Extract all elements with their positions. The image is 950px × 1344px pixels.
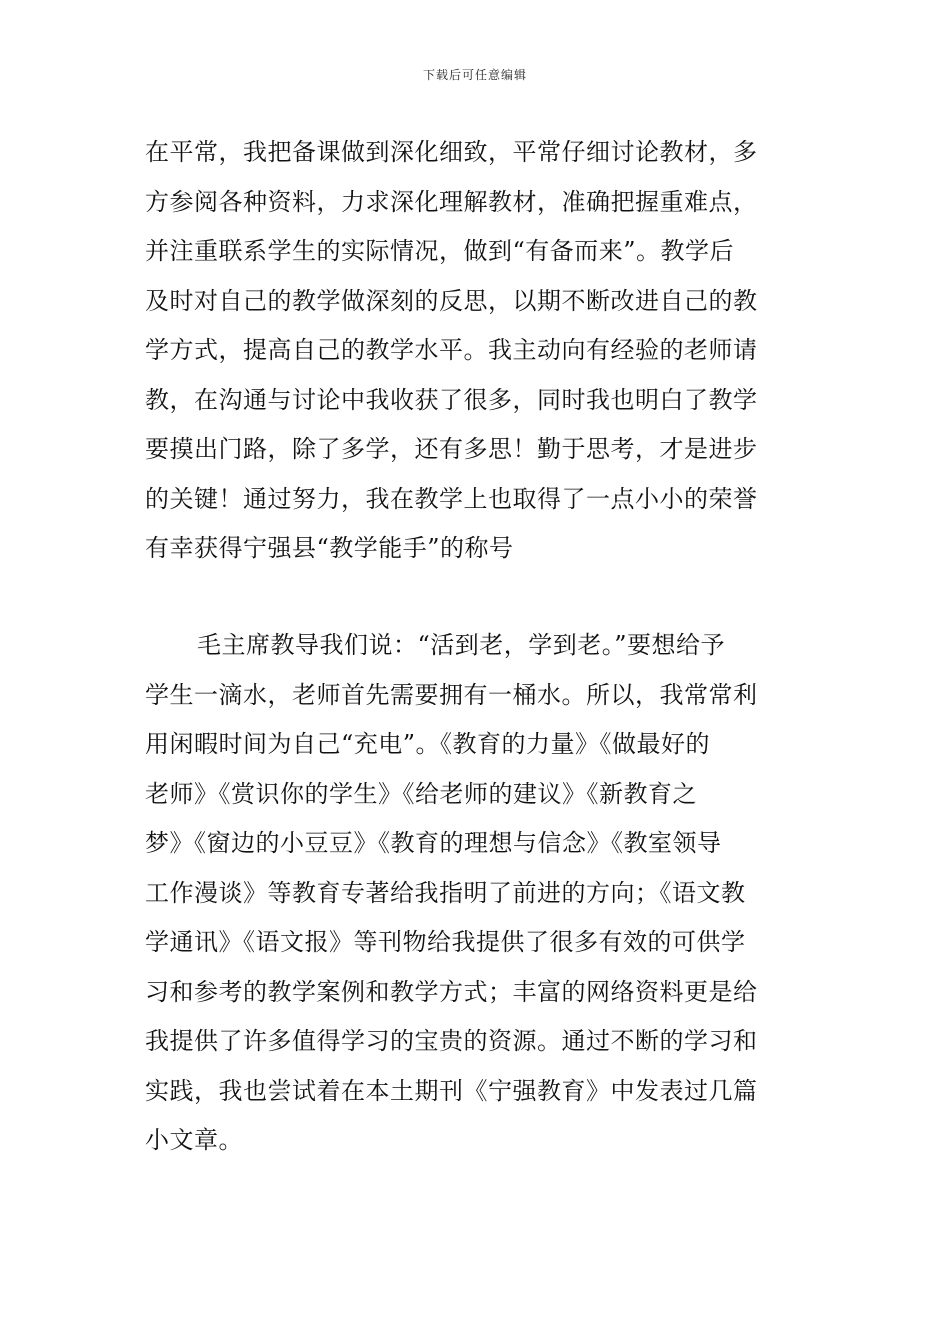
- paragraph-line: 习和参考的教学案例和教学方式；丰富的网络资料更是给: [145, 977, 758, 1006]
- paragraph-line: 学方式，提高自己的教学水平。我主动向有经验的老师请: [145, 336, 758, 364]
- paragraph-line: 毛主席教导我们说：“活到老，学到老。”要想给予: [197, 631, 726, 659]
- header-note: 下载后可任意编辑: [422, 68, 527, 82]
- paragraph-line: 有幸获得宁强县“教学能手”的称号: [145, 534, 514, 562]
- paragraph-line: 小文章。: [145, 1126, 243, 1154]
- paragraph-1: [145, 128, 810, 574]
- paragraph-line: 实践，我也尝试着在本土期刊《宁强教育》中发表过几篇: [145, 1076, 758, 1105]
- paragraph-line: 学通讯》《语文报》等刊物给我提供了很多有效的可供学: [145, 928, 746, 956]
- paragraph-line: 我提供了许多值得学习的宝贵的资源。通过不断的学习和: [145, 1027, 758, 1055]
- paragraph-line: 的关键！通过努力，我在教学上也取得了一点小小的荣誉: [145, 484, 758, 513]
- paragraph-line: 用闲暇时间为自己“充电”。《教育的力量》《做最好的: [145, 730, 711, 758]
- paragraph-line: 工作漫谈》等教育专著给我指明了前进的方向；《语文教: [145, 878, 746, 907]
- paragraph-line: 梦》《窗边的小豆豆》《教育的理想与信念》《教室领导: [145, 829, 722, 857]
- paragraph-line: 方参阅各种资料，力求深化理解教材，准确把握重难点，: [145, 187, 758, 216]
- paragraph-line: 学生一滴水，老师首先需要拥有一桶水。所以，我常常利: [145, 680, 758, 709]
- paragraph-2: [145, 621, 810, 1166]
- paragraph-line: 在平常，我把备课做到深化细致，平常仔细讨论教材，多: [145, 138, 758, 166]
- paragraph-line: 并注重联系学生的实际情况，做到“有备而来”。教学后: [145, 237, 735, 265]
- paragraph-line: 教，在沟通与讨论中我收获了很多，同时我也明白了教学: [145, 385, 758, 414]
- paragraph-line: 老师》《赏识你的学生》《给老师的建议》《新教育之: [145, 779, 697, 808]
- paragraph-line: 及时对自己的教学做深刻的反思，以期不断改进自己的教: [145, 286, 758, 315]
- paragraph-line: 要摸出门路，除了多学，还有多思！勤于思考，才是进步: [145, 435, 758, 463]
